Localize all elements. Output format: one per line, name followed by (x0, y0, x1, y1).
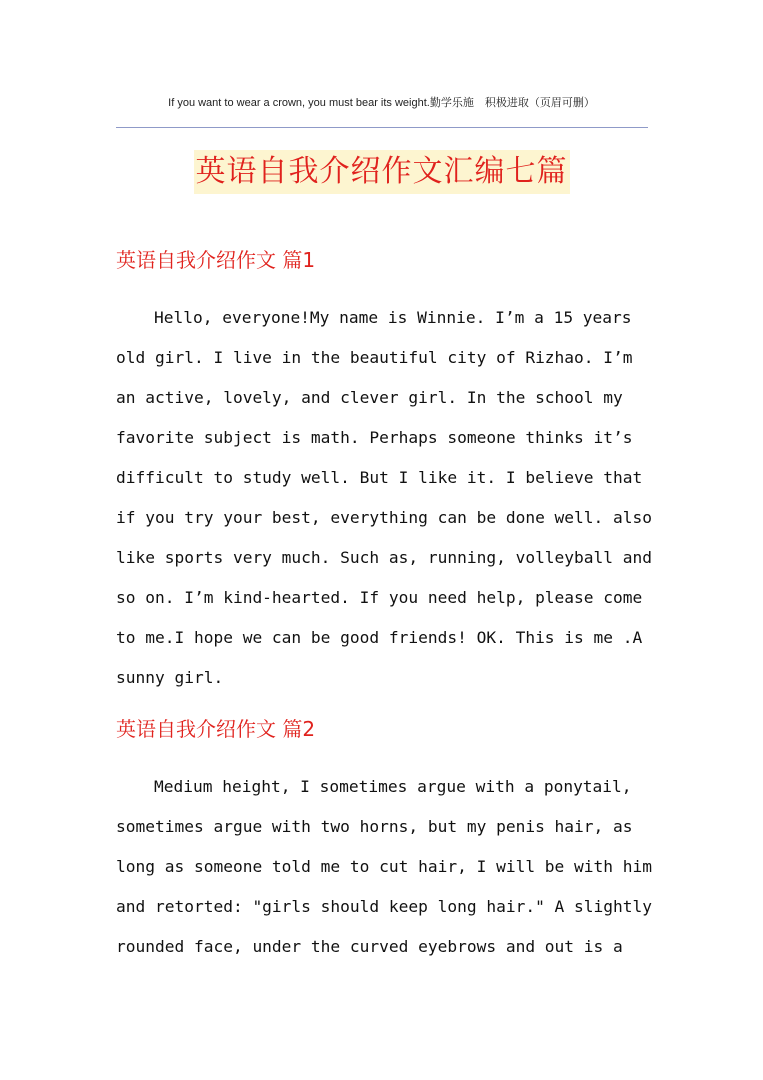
paragraph-line: difficult to study well. But I like it. I believe that (116, 468, 643, 487)
header-divider (116, 127, 648, 128)
section-2-paragraph (116, 767, 651, 967)
document-title: 英语自我介绍作文汇编七篇 (194, 150, 570, 194)
paragraph-line: Hello, everyone!My name is Winnie. I’m a 15 years (154, 308, 632, 327)
page-header-text: If you want to wear a crown, you must bear its weight.勤学乐施 积极进取（页眉可删） (168, 97, 595, 109)
paragraph-line: an active, lovely, and clever girl. In the school my (116, 388, 623, 407)
title-wrapper (0, 150, 763, 194)
paragraph-line: long as someone told me to cut hair, I will be with him (116, 857, 653, 876)
paragraph-line: sometimes argue with two horns, but my penis hair, as (116, 817, 633, 836)
section-heading-2: 英语自我介绍作文 篇2 (116, 717, 316, 741)
paragraph-line: like sports very much. Such as, running, volleyball and (116, 548, 653, 567)
section-heading-1: 英语自我介绍作文 篇1 (116, 248, 316, 272)
paragraph-line: to me.I hope we can be good friends! OK. This is me .A (116, 628, 643, 647)
paragraph-line: Medium height, I sometimes argue with a ponytail, (154, 777, 632, 796)
paragraph-line: so on. I’m kind-hearted. If you need help, please come (116, 588, 643, 607)
paragraph-line: sunny girl. (116, 668, 224, 687)
section-1-paragraph (116, 298, 651, 698)
paragraph-line: rounded face, under the curved eyebrows and out is a (116, 937, 623, 956)
paragraph-line: favorite subject is math. Perhaps someone thinks it’s (116, 428, 633, 447)
paragraph-line: if you try your best, everything can be done well. also (116, 508, 653, 527)
paragraph-line: old girl. I live in the beautiful city of Rizhao. I’m (116, 348, 633, 367)
paragraph-line: and retorted: "girls should keep long hair." A slightly (116, 897, 653, 916)
